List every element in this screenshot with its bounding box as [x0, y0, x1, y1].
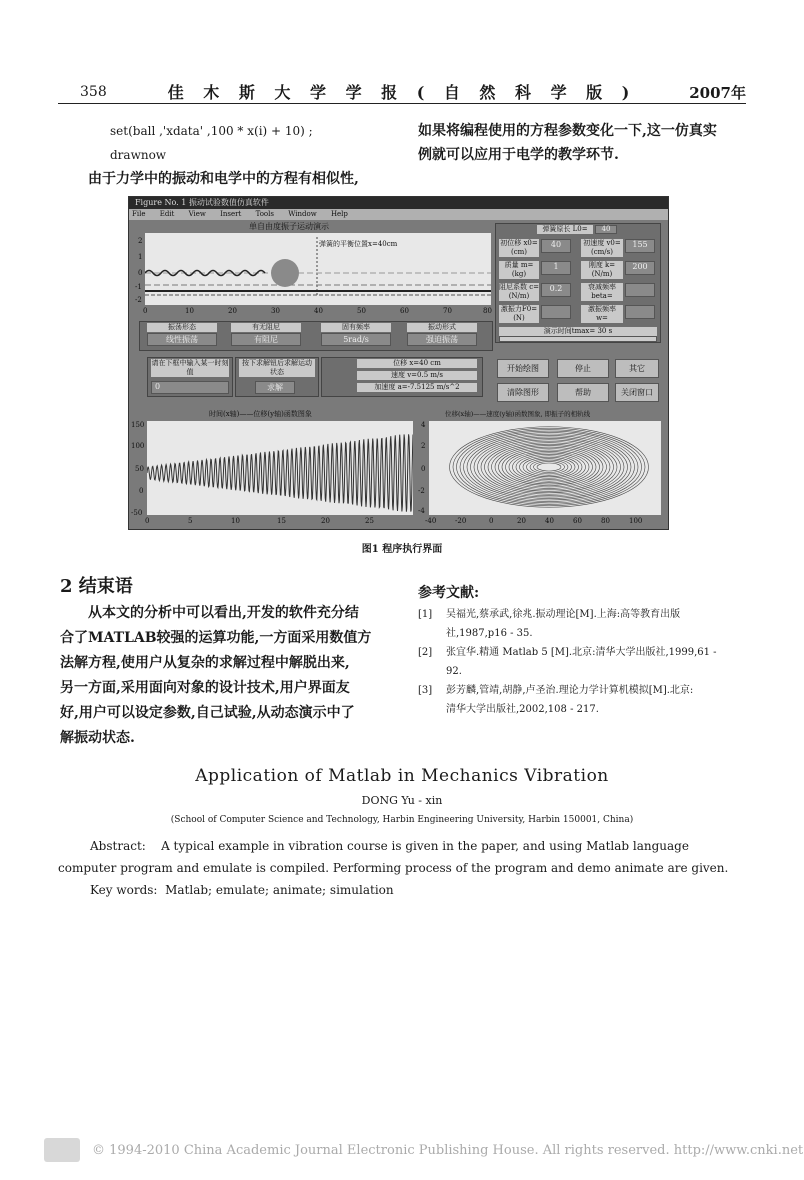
status-label: 振荡形态: [147, 323, 217, 332]
x-tick: 70: [443, 307, 452, 315]
phase-trajectory: [429, 421, 661, 515]
x-tick: 40: [314, 307, 323, 315]
y-tick: 2: [421, 442, 426, 450]
param-label: 衰减频率 beta=: [581, 283, 623, 301]
conclusion-line: 另一方面,采用面向对象的设计技术,用户界面友: [60, 680, 350, 696]
x-tick: 80: [483, 307, 492, 315]
start-plot-button[interactable]: 开始绘图: [497, 359, 549, 378]
x-tick: 5: [188, 517, 193, 525]
figure-caption: 图1 程序执行界面: [361, 544, 443, 555]
references-title: 参考文献:: [418, 585, 480, 601]
x-tick: -20: [455, 517, 467, 525]
spring-length-field[interactable]: 40: [595, 225, 617, 234]
status-label: 固有频率: [321, 323, 391, 332]
param-field[interactable]: 200: [625, 261, 655, 275]
y-tick: -2: [418, 487, 425, 495]
param-field[interactable]: 1: [541, 261, 571, 275]
conclusion-line: 从本文的分析中可以看出,开发的软件充分结: [88, 605, 359, 621]
ref-text: 社,1987,p16 - 35.: [446, 628, 533, 639]
param-label: 刚度 k= (N/m): [581, 261, 623, 279]
solve-label: 按下求解钮后求解运动状态: [239, 359, 315, 377]
status-value: 有阻尼: [231, 333, 301, 346]
phase-orbit: [520, 456, 579, 479]
menu-item: Insert: [220, 210, 242, 218]
y-tick: 0: [139, 487, 144, 495]
y-tick: -4: [418, 507, 425, 515]
result-acceleration: 加速度 a=-7.5125 m/s^2: [357, 383, 477, 392]
abstract-label: Abstract:: [90, 839, 146, 853]
x-tick: 0: [489, 517, 494, 525]
abstract-text: A typical example in vibration course is given in the paper, and using Matlab language computer program and emulate is compiled. Performing process of the program and demo animate are given.: [58, 839, 729, 875]
solve-button[interactable]: 求解: [255, 381, 295, 394]
ref-number: [1]: [418, 609, 433, 620]
param-field[interactable]: [541, 305, 571, 319]
right-plot-title: 位移(x轴)——速度(y轴)函数图象, 即振子的相轨线: [445, 410, 591, 418]
x-tick: 60: [400, 307, 409, 315]
phase-orbit: [450, 427, 649, 508]
x-tick: 20: [517, 517, 526, 525]
x-tick: 10: [231, 517, 240, 525]
english-affiliation: (School of Computer Science and Technology, Harbin Engineering University, Harbin 150001, China): [170, 815, 634, 825]
menu-item: Edit: [159, 210, 175, 218]
y-tick: 2: [138, 237, 143, 245]
spring-length-label: 弹簧原长 L0=: [537, 225, 593, 234]
other-button[interactable]: 其它: [615, 359, 659, 378]
cnki-logo: [44, 1138, 80, 1162]
y-tick: 1: [138, 253, 143, 261]
param-label: 阻尼系数 c= (N/m): [499, 283, 540, 300]
time-input[interactable]: 0: [151, 381, 229, 394]
input-label: 请在下框中输入某一时刻值: [151, 359, 229, 376]
phase-orbit: [474, 437, 624, 497]
close-window-button[interactable]: 关闭窗口: [615, 383, 659, 402]
window-titlebar: Figure No. 1 振动试验数值仿真软件: [129, 197, 668, 209]
y-tick: -50: [131, 509, 143, 517]
menu-item: Tools: [255, 210, 274, 218]
journal-title: 佳 木 斯 大 学 学 报 ( 自 然 科 学 版 ): [167, 83, 637, 102]
phase-orbit: [460, 431, 638, 503]
phase-orbit: [485, 441, 614, 493]
ref-text: 92.: [446, 666, 462, 677]
menu-item: Window: [288, 210, 317, 218]
phase-orbit: [481, 440, 617, 494]
conclusion-line: 解振动状态.: [60, 730, 135, 746]
status-label: 振动形式: [407, 323, 477, 332]
code-line: set(ball ,'xdata' ,100 * x(i) + 10) ;: [110, 124, 313, 138]
phase-orbit: [471, 435, 628, 498]
time-label: 演示时间tmax= 30 s: [499, 327, 657, 336]
y-tick: 50: [135, 465, 144, 473]
conclusion-line: 合了MATLAB较强的运算功能,一方面采用数值方: [60, 630, 372, 646]
menu-bar: [129, 209, 668, 220]
displacement-time-plot: [147, 421, 413, 515]
spring-animation: [145, 233, 491, 305]
menu-item: View: [188, 210, 206, 218]
param-label: 质量 m= (kg): [499, 261, 539, 279]
clear-plot-button[interactable]: 清除图形: [497, 383, 549, 402]
x-tick: 100: [629, 517, 643, 525]
header-rule: [58, 103, 746, 104]
body-paragraph: 由于力学中的振动和电学中的方程有相似性,: [88, 171, 359, 187]
x-tick: 50: [357, 307, 366, 315]
y-tick: 100: [131, 442, 145, 450]
x-tick: 10: [185, 307, 194, 315]
displacement-waveform: [147, 421, 413, 515]
page-number: 358: [80, 84, 107, 100]
body-paragraph: 例就可以应用于电学的教学环节.: [418, 147, 619, 163]
time-slider[interactable]: [499, 336, 657, 342]
copyright-footer: © 1994-2010 China Academic Journal Electronic Publishing House. All rights reserved. http://www.cnki.net: [92, 1143, 804, 1158]
keywords-text: Matlab; emulate; animate; simulation: [165, 883, 394, 897]
param-field[interactable]: 0.2: [541, 283, 571, 297]
body-paragraph: 如果将编程使用的方程参数变化一下,这一仿真实: [418, 123, 717, 139]
x-tick: 0: [145, 517, 150, 525]
code-line: drawnow: [110, 148, 167, 162]
x-tick: 20: [228, 307, 237, 315]
x-tick: 20: [321, 517, 330, 525]
param-label: 初位移 x0= (cm): [500, 239, 538, 256]
y-tick: -1: [135, 283, 142, 291]
equilibrium-label: 弹簧的平衡位置x=40cm: [319, 240, 398, 248]
phase-plot: [429, 421, 661, 515]
ref-number: [3]: [418, 685, 433, 696]
x-tick: 80: [601, 517, 610, 525]
status-value: 线性振荡: [147, 333, 217, 346]
result-velocity: 速度 v=0.5 m/s: [357, 371, 477, 380]
stop-button[interactable]: 停止: [557, 359, 609, 378]
ref-number: [2]: [418, 647, 433, 658]
conclusion-line: 好,用户可以设定参数,自己试验,从动态演示中了: [60, 705, 355, 721]
x-tick: 15: [277, 517, 286, 525]
figure-screenshot: [128, 196, 669, 530]
y-tick: 0: [138, 269, 143, 277]
phase-orbit: [495, 446, 603, 489]
x-tick: -40: [425, 517, 437, 525]
y-tick: 4: [421, 421, 426, 429]
param-field[interactable]: 40: [541, 239, 571, 253]
phase-orbit: [530, 460, 568, 474]
param-label: 激振力F0= (N): [500, 305, 538, 322]
ref-text: 吴福光,蔡承武,徐兆.振动理论[M].上海:高等教育出版: [446, 609, 681, 620]
param-field[interactable]: 155: [625, 239, 655, 253]
menu-item: File: [132, 210, 146, 218]
phase-orbit: [506, 450, 593, 484]
status-value: 强迫振荡: [407, 333, 477, 346]
conclusion-line: 法解方程,使用户从复杂的求解过程中解脱出来,: [60, 655, 350, 671]
animation-plot: [145, 233, 491, 305]
ref-text: 张宜华.精通 Matlab 5 [M].北京:清华大学出版社,1999,61 -: [446, 647, 717, 658]
ref-text: 清华大学出版社,2002,108 - 217.: [446, 704, 599, 715]
param-field[interactable]: [625, 283, 655, 297]
ref-text: 彭芳麟,管靖,胡静,卢圣治.理论力学计算机模拟[M].北京:: [446, 685, 694, 696]
x-tick: 25: [365, 517, 374, 525]
result-displacement: 位移 x=40 cm: [357, 359, 477, 368]
status-label: 有无阻尼: [231, 323, 301, 332]
phase-orbit: [537, 463, 561, 471]
y-tick: -2: [135, 296, 142, 304]
help-button[interactable]: 帮助: [557, 383, 609, 402]
menu-item: Help: [330, 210, 348, 218]
x-tick: 0: [143, 307, 148, 315]
left-plot-title: 时间(x轴)——位移(y轴)函数图象: [209, 410, 312, 418]
phase-orbit: [509, 451, 589, 482]
x-tick: 40: [545, 517, 554, 525]
x-tick: 60: [573, 517, 582, 525]
publication-year: 2007年: [689, 84, 746, 102]
status-value: 5rad/s: [321, 333, 391, 346]
param-label: 初速度 v0= (cm/s): [581, 239, 623, 257]
y-tick: 150: [131, 421, 145, 429]
param-label: 激振频率 w=: [581, 305, 623, 323]
section-title: 2 结束语: [60, 576, 133, 597]
plot-title: 单自由度振子运动演示: [249, 222, 329, 231]
phase-orbit: [516, 454, 582, 479]
keywords-label: Key words:: [90, 883, 158, 897]
y-tick: 0: [421, 465, 426, 473]
english-title: Application of Matlab in Mechanics Vibration: [195, 766, 609, 786]
english-abstract: [58, 835, 746, 901]
x-tick: 30: [271, 307, 280, 315]
param-field[interactable]: [625, 305, 655, 319]
english-author: DONG Yu - xin: [361, 794, 443, 807]
